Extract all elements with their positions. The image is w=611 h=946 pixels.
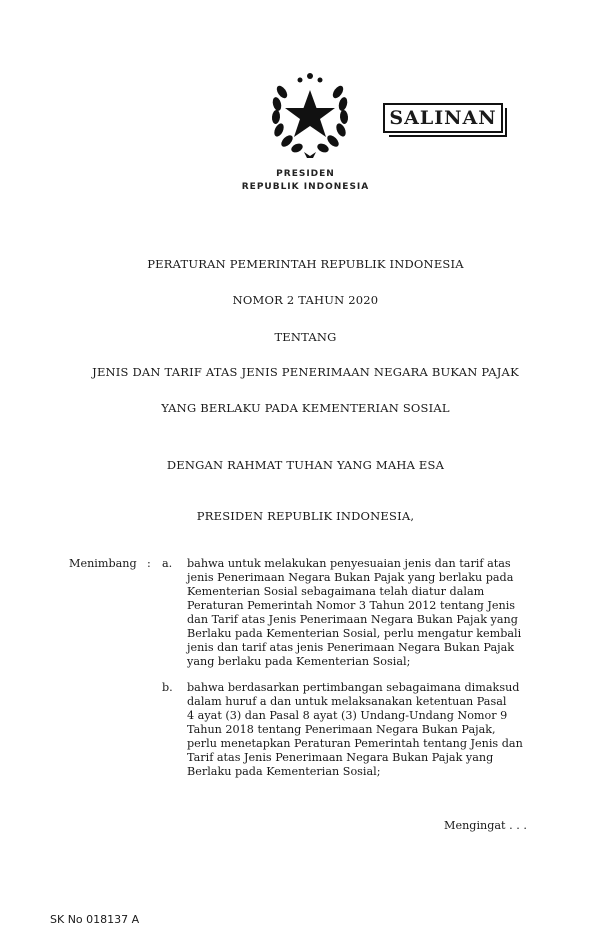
institution-line-1: PRESIDEN bbox=[276, 169, 335, 179]
regulation-subject-1: JENIS DAN TARIF ATAS JENIS PENERIMAAN NEGARA BUKAN PAJAK bbox=[92, 365, 519, 379]
item-a-line: yang berlaku pada Kementerian Sosial; bbox=[187, 655, 411, 668]
continuation-note: Mengingat . . . bbox=[444, 819, 527, 832]
copy-stamp: SALINAN bbox=[383, 103, 503, 133]
document-code: SK No 018137 A bbox=[50, 913, 140, 926]
regulation-title: PERATURAN PEMERINTAH REPUBLIK INDONESIA bbox=[147, 257, 464, 271]
institution-line-2: REPUBLIK INDONESIA bbox=[241, 182, 370, 192]
item-a-marker: a. bbox=[162, 557, 173, 570]
item-a-line: bahwa untuk melakukan penyesuaian jenis dan tarif atas bbox=[187, 557, 511, 570]
state-emblem-icon bbox=[268, 70, 352, 160]
item-a-line: Peraturan Pemerintah Nomor 3 Tahun 2012 tentang Jenis bbox=[187, 599, 516, 612]
considering-colon: : bbox=[147, 557, 151, 570]
item-b-line: bahwa berdasarkan pertimbangan sebagaimana dimaksud bbox=[187, 681, 520, 694]
item-b-line: 4 ayat (3) dan Pasal 8 ayat (3) Undang-Undang Nomor 9 bbox=[187, 709, 508, 722]
item-b-line: perlu menetapkan Peraturan Pemerintah tentang Jenis dan bbox=[187, 737, 523, 750]
item-b-line: Tarif atas Jenis Penerimaan Negara Bukan Pajak yang bbox=[187, 751, 494, 764]
item-a-line: jenis dan tarif atas jenis Penerimaan Negara Bukan Pajak bbox=[187, 641, 515, 654]
item-b-marker: b. bbox=[162, 681, 173, 694]
regulation-number: NOMOR 2 TAHUN 2020 bbox=[232, 293, 379, 307]
regulation-about: TENTANG bbox=[274, 330, 337, 344]
item-b-text bbox=[187, 681, 531, 779]
invocation: DENGAN RAHMAT TUHAN YANG MAHA ESA bbox=[166, 458, 445, 472]
item-b-line: Tahun 2018 tentang Penerimaan Negara Bukan Pajak, bbox=[187, 723, 496, 736]
regulation-subject-2: YANG BERLAKU PADA KEMENTERIAN SOSIAL bbox=[161, 401, 450, 415]
item-a-line: Kementerian Sosial sebagaimana telah diatur dalam bbox=[187, 585, 485, 598]
item-b-line: Berlaku pada Kementerian Sosial; bbox=[187, 765, 381, 778]
item-a-line: dan Tarif atas Jenis Penerimaan Negara Bukan Pajak yang bbox=[187, 613, 518, 626]
item-b-line: dalam huruf a dan untuk melaksanakan ketentuan Pasal bbox=[187, 695, 507, 708]
item-a-text bbox=[187, 557, 531, 669]
president-heading: PRESIDEN REPUBLIK INDONESIA, bbox=[196, 509, 415, 523]
item-a-line: Berlaku pada Kementerian Sosial, perlu mengatur kembali bbox=[187, 627, 522, 640]
considering-label: Menimbang bbox=[69, 557, 137, 570]
item-a-line: jenis Penerimaan Negara Bukan Pajak yang berlaku pada bbox=[187, 571, 514, 584]
